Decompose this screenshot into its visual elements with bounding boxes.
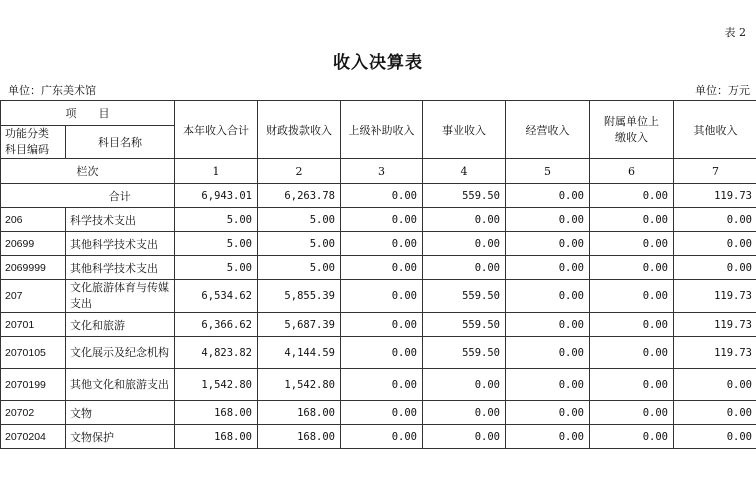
row-code: 207: [1, 280, 66, 313]
row-value: 0.00: [341, 337, 423, 369]
row-value: 0.00: [341, 313, 423, 337]
col-number-6: 6: [590, 159, 674, 184]
row-value: 0.00: [590, 208, 674, 232]
page-title: 收入决算表: [333, 53, 423, 73]
header-lanci: 栏次: [1, 159, 175, 184]
table-row: [1, 313, 756, 337]
row-value: 0.00: [506, 256, 590, 280]
row-value: 0.00: [674, 425, 756, 449]
row-name: 其他文化和旅游支出: [66, 369, 175, 401]
income-final-accounts-table: [0, 100, 756, 449]
row-code: 20702: [1, 401, 66, 425]
row-value: 0.00: [506, 280, 590, 313]
row-value: 5.00: [175, 208, 258, 232]
header-col-2: 财政拨款收入: [258, 101, 341, 159]
table-row: [1, 208, 756, 232]
row-value: 0.00: [341, 401, 423, 425]
row-value: 0.00: [674, 369, 756, 401]
row-value: 168.00: [258, 425, 341, 449]
header-col-5: 经营收入: [506, 101, 590, 159]
col-number-5: 5: [506, 159, 590, 184]
row-value: 559.50: [423, 337, 506, 369]
row-value: 119.73: [674, 280, 756, 313]
col-number-7: 7: [674, 159, 756, 184]
row-value: 4,823.82: [175, 337, 258, 369]
total-value: 0.00: [506, 184, 590, 208]
row-name: 文化展示及纪念机构: [66, 337, 175, 369]
row-value: 0.00: [341, 256, 423, 280]
row-code: 20699: [1, 232, 66, 256]
row-value: 119.73: [674, 313, 756, 337]
row-value: 0.00: [506, 401, 590, 425]
row-value: 168.00: [175, 401, 258, 425]
unit-organization: 单位：广东美术馆: [8, 84, 96, 97]
row-value: 0.00: [506, 425, 590, 449]
row-value: 0.00: [506, 369, 590, 401]
row-value: 168.00: [175, 425, 258, 449]
table-number: 表 2: [724, 26, 746, 39]
header-name: 科目名称: [66, 126, 175, 159]
header-col-7: 其他收入: [674, 101, 756, 159]
row-code: 2070105: [1, 337, 66, 369]
row-value: 6,366.62: [175, 313, 258, 337]
row-value: 0.00: [341, 425, 423, 449]
row-name: 文物: [66, 401, 175, 425]
row-value: 0.00: [341, 369, 423, 401]
total-row: [1, 184, 756, 208]
row-value: 0.00: [423, 208, 506, 232]
row-value: 559.50: [423, 280, 506, 313]
row-value: 0.00: [506, 208, 590, 232]
row-value: 1,542.80: [175, 369, 258, 401]
row-value: 0.00: [590, 313, 674, 337]
table-row: [1, 337, 756, 369]
row-name: 文化旅游体育与传媒支出: [66, 280, 175, 313]
header-item: 项 目: [1, 101, 175, 126]
row-value: 0.00: [506, 337, 590, 369]
row-value: 0.00: [674, 401, 756, 425]
col-number-4: 4: [423, 159, 506, 184]
row-value: 0.00: [674, 208, 756, 232]
table-row: [1, 401, 756, 425]
row-value: 0.00: [423, 401, 506, 425]
row-value: 0.00: [590, 256, 674, 280]
total-value: 559.50: [423, 184, 506, 208]
row-value: 119.73: [674, 337, 756, 369]
row-code: 2070199: [1, 369, 66, 401]
row-value: 0.00: [341, 232, 423, 256]
col-number-3: 3: [341, 159, 423, 184]
row-value: 0.00: [590, 280, 674, 313]
row-code: 2069999: [1, 256, 66, 280]
row-value: 5.00: [258, 208, 341, 232]
row-value: 0.00: [423, 256, 506, 280]
table-row: [1, 369, 756, 401]
row-value: 559.50: [423, 313, 506, 337]
row-value: 5.00: [175, 232, 258, 256]
row-value: 0.00: [674, 256, 756, 280]
total-value: 119.73: [674, 184, 756, 208]
header-col-3: 上级补助收入: [341, 101, 423, 159]
header-code: 功能分类 科目编码: [1, 126, 66, 159]
row-value: 0.00: [590, 425, 674, 449]
row-value: 168.00: [258, 401, 341, 425]
row-value: 6,534.62: [175, 280, 258, 313]
table-row: [1, 425, 756, 449]
row-value: 0.00: [341, 208, 423, 232]
row-value: 0.00: [341, 280, 423, 313]
row-value: 5,687.39: [258, 313, 341, 337]
row-code: 20701: [1, 313, 66, 337]
total-value: 6,943.01: [175, 184, 258, 208]
row-value: 1,542.80: [258, 369, 341, 401]
row-value: 0.00: [590, 232, 674, 256]
header-col-1: 本年收入合计: [175, 101, 258, 159]
row-name: 其他科学技术支出: [66, 232, 175, 256]
row-value: 5.00: [258, 256, 341, 280]
row-name: 文物保护: [66, 425, 175, 449]
row-name: 文化和旅游: [66, 313, 175, 337]
row-value: 5.00: [258, 232, 341, 256]
col-number-2: 2: [258, 159, 341, 184]
row-code: 206: [1, 208, 66, 232]
row-value: 0.00: [674, 232, 756, 256]
row-value: 0.00: [590, 401, 674, 425]
row-name: 其他科学技术支出: [66, 256, 175, 280]
row-value: 0.00: [590, 369, 674, 401]
row-name: 科学技术支出: [66, 208, 175, 232]
header-col-4: 事业收入: [423, 101, 506, 159]
row-value: 0.00: [423, 232, 506, 256]
total-label: 合计: [66, 184, 175, 208]
table-row: [1, 256, 756, 280]
total-value: 0.00: [341, 184, 423, 208]
total-value: 6,263.78: [258, 184, 341, 208]
header-col-6: 附属单位上缴收入: [590, 101, 674, 159]
row-value: 0.00: [423, 425, 506, 449]
row-value: 4,144.59: [258, 337, 341, 369]
total-value: 0.00: [590, 184, 674, 208]
row-value: 0.00: [423, 369, 506, 401]
table-row: [1, 280, 756, 313]
row-value: 5,855.39: [258, 280, 341, 313]
row-value: 0.00: [506, 313, 590, 337]
col-number-1: 1: [175, 159, 258, 184]
row-value: 0.00: [590, 337, 674, 369]
row-value: 5.00: [175, 256, 258, 280]
unit-currency: 单位：万元: [695, 84, 750, 97]
row-value: 0.00: [506, 232, 590, 256]
table-row: [1, 232, 756, 256]
row-code: 2070204: [1, 425, 66, 449]
